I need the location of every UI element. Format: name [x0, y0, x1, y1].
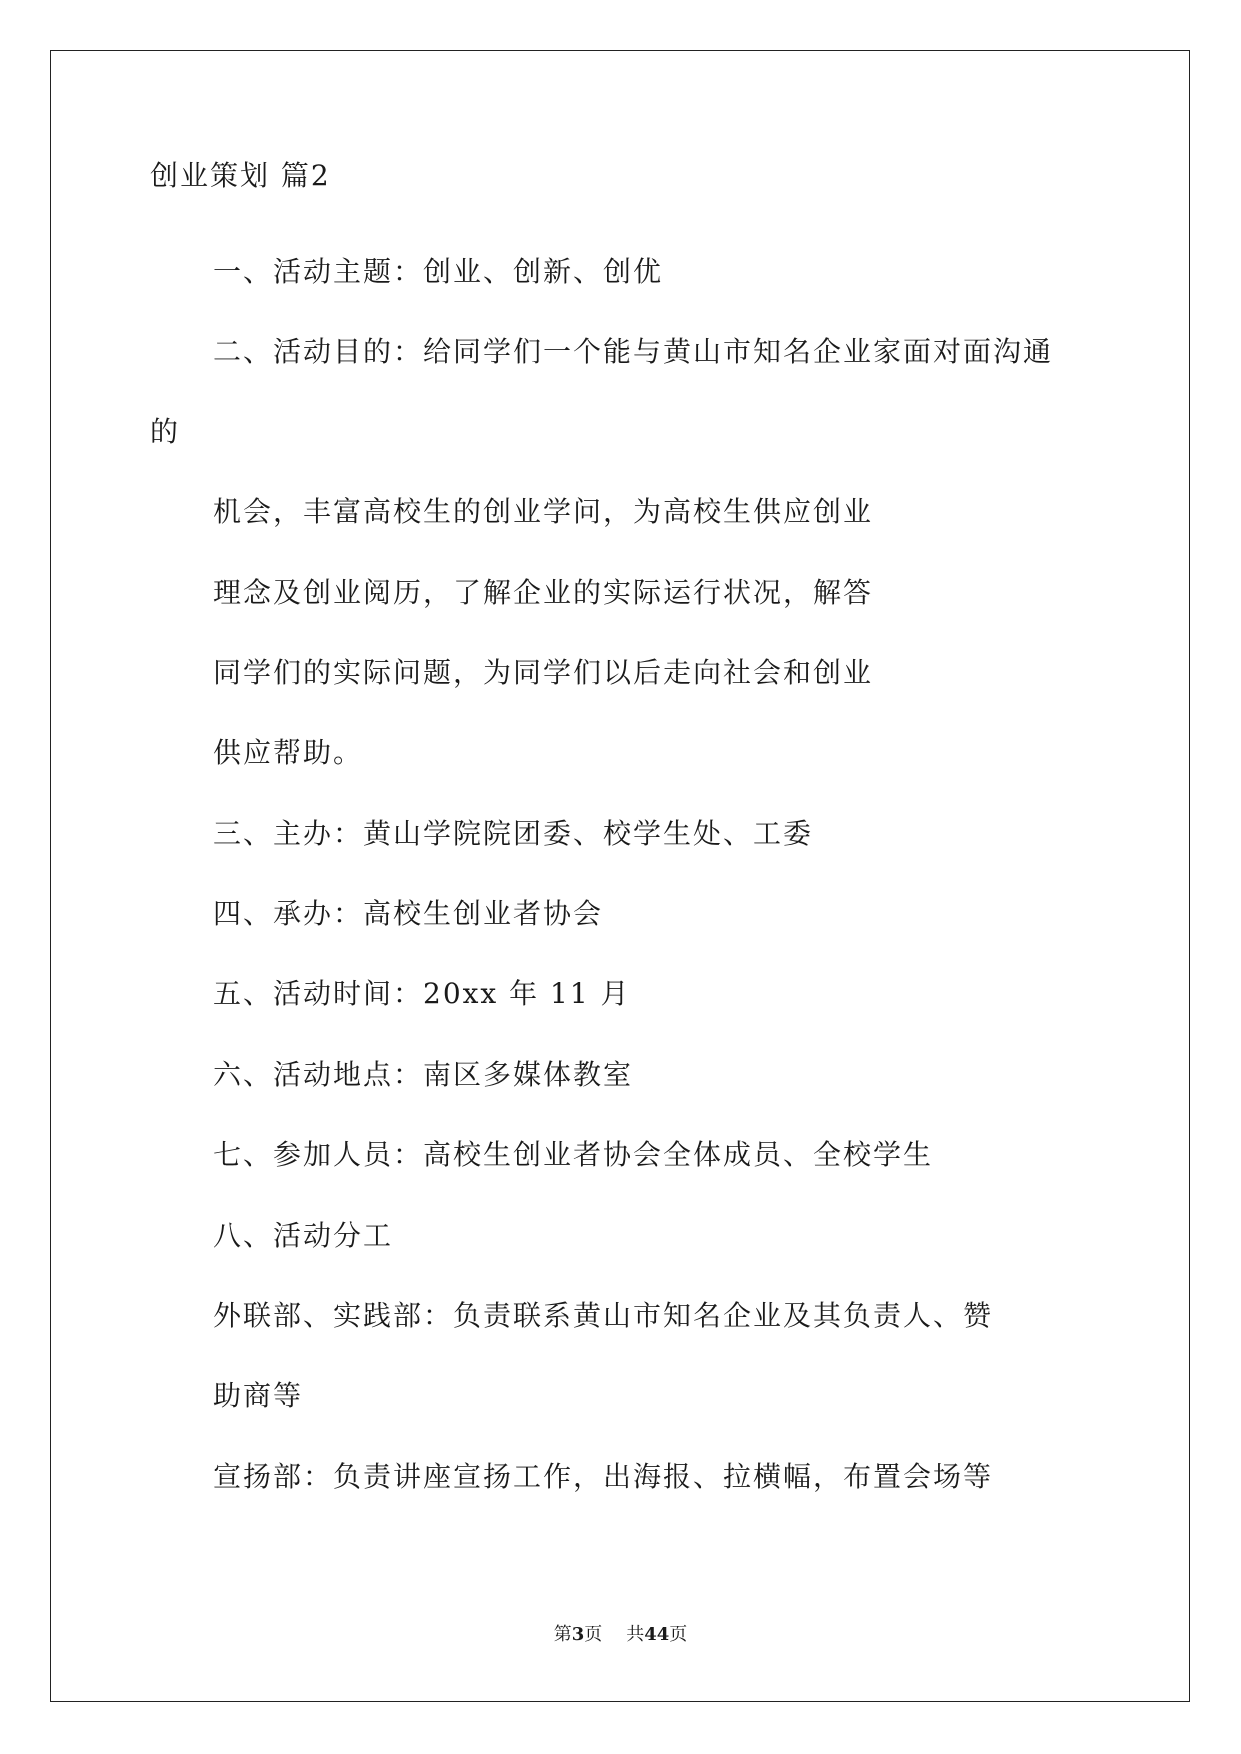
- paragraph-line: 供应帮助。: [213, 736, 364, 769]
- paragraph-line: 八、活动分工: [213, 1219, 394, 1252]
- paragraph-line: 的: [150, 415, 181, 448]
- footer-page-suffix: 页: [584, 1624, 603, 1645]
- page-footer: [0, 1624, 1241, 1646]
- page-border: [50, 50, 1190, 1702]
- paragraph-line: 机会，丰富高校生的创业学问，为高校生供应创业: [213, 495, 874, 528]
- footer-total-prefix: 共: [626, 1624, 645, 1645]
- paragraph-line: 一、活动主题：创业、创新、创优: [213, 255, 664, 288]
- paragraph-line: 宣扬部：负责讲座宣扬工作，出海报、拉横幅，布置会场等: [213, 1460, 994, 1493]
- paragraph-line: 同学们的实际问题，为同学们以后走向社会和创业: [213, 656, 874, 689]
- footer-prefix: 第: [553, 1624, 572, 1645]
- paragraph-line: 三、主办：黄山学院院团委、校学生处、工委: [213, 817, 814, 850]
- paragraph-line: 六、活动地点：南区多媒体教室: [213, 1058, 634, 1091]
- paragraph-line: 七、参加人员：高校生创业者协会全体成员、全校学生: [213, 1138, 934, 1171]
- paragraph-line: 理念及创业阅历，了解企业的实际运行状况，解答: [213, 576, 874, 609]
- paragraph-line: 二、活动目的：给同学们一个能与黄山市知名企业家面对面沟通: [213, 335, 1054, 368]
- paragraph-line: 助商等: [213, 1379, 304, 1412]
- paragraph-line: 外联部、实践部：负责联系黄山市知名企业及其负责人、赞: [213, 1299, 994, 1332]
- current-page-number: 3: [571, 1624, 585, 1645]
- paragraph-line: 四、承办：高校生创业者协会: [213, 897, 604, 930]
- footer-total-suffix: 页: [669, 1624, 688, 1645]
- section-heading: 创业策划 篇2: [150, 159, 331, 192]
- paragraph-line: 五、活动时间：20xx 年 11 月: [213, 977, 631, 1010]
- total-pages-number: 44: [644, 1624, 670, 1645]
